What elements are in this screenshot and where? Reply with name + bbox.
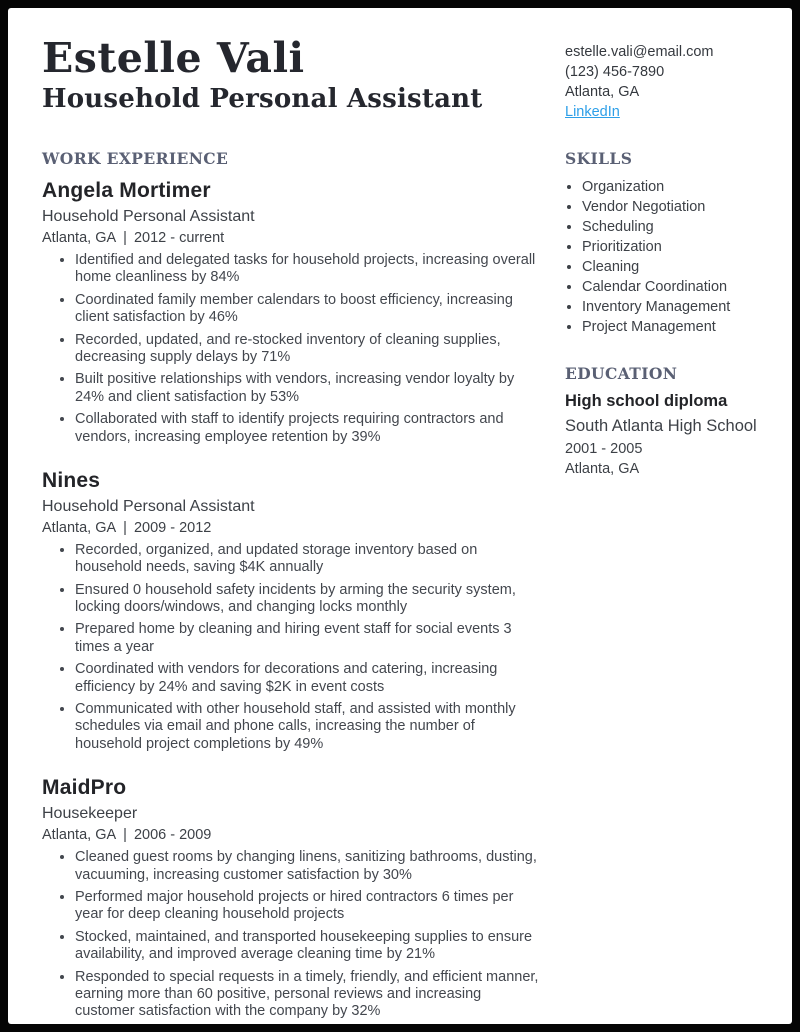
sidebar-column [542,149,762,1024]
identity-block [42,36,542,122]
job-entry [42,776,542,1021]
skill-item: • Scheduling [582,217,762,237]
job-meta [42,520,542,536]
education-dates: 2001 - 2005 [565,441,643,458]
job-bullet: • Recorded, organized, and updated storage inventory based on household needs, saving $4K annually [75,542,542,577]
job-bullet: • Recorded, updated, and re-stocked inventory of cleaning supplies, decreasing supply delays by 71% [75,332,542,367]
job-location: Atlanta, GA [42,230,117,246]
skill-item: • Inventory Management [582,297,762,317]
contact-block [542,36,762,122]
job-role: Household Personal Assistant [42,208,255,225]
job-bullet-list [42,542,542,753]
job-dates: 2012 - current [133,230,225,246]
skills-list [565,177,762,337]
skill-item: • Calendar Coordination [582,277,762,297]
person-name: Estelle Vali [42,34,305,82]
job-entry [42,179,542,446]
education-degree: High school diploma [565,392,728,410]
job-bullet: • Stocked, maintained, and transported housekeeping supplies to ensure availability, and improved average cleaning time by 21% [75,929,542,964]
job-bullet: • Coordinated with vendors for decorations and catering, increasing efficiency by 24% and saving $2K in event costs [75,661,542,696]
skill-item: • Cleaning [582,257,762,277]
education-school: South Atlanta High School [565,417,757,435]
linkedin-link[interactable]: LinkedIn [565,104,620,120]
job-location: Atlanta, GA [42,519,117,536]
job-meta [42,827,542,843]
job-bullet: • Communicated with other household staff, and assisted with monthly schedules via email and phone calls, increasing the number of household project completions by 49% [75,701,542,753]
content [42,149,762,1024]
job-location: Atlanta, GA [42,827,117,844]
job-dates: 2006 - 2009 [133,827,212,844]
skill-item: • Project Management [582,317,762,337]
job-dates: 2009 - 2012 [133,519,212,536]
contact-location: Atlanta, GA [565,84,640,100]
work-experience-heading: WORK EXPERIENCE [42,149,229,168]
job-bullet: • Built positive relationships with vendors, increasing vendor loyalty by 24% and client satisfaction by 53% [75,371,542,406]
job-bullet: • Coordinated family member calendars to boost efficiency, increasing client satisfaction by 46% [75,292,542,327]
meta-separator: | [123,519,127,536]
job-bullet: • Cleaned guest rooms by changing linens, sanitizing bathrooms, dusting, vacuuming, increasing customer satisfaction by 30% [75,849,542,884]
company-name: Nines [42,468,101,492]
resume-page [8,8,792,1024]
skills-section [565,149,762,337]
skills-heading: SKILLS [565,149,633,168]
company-name: MaidPro [42,776,127,800]
meta-separator: | [123,230,127,246]
contact-phone: (123) 456-7890 [565,64,665,80]
header [42,36,762,122]
job-bullet: • Ensured 0 household safety incidents by arming the security system, locking doors/windows, and changing locks monthly [75,582,542,617]
skill-item: • Organization [582,177,762,197]
education-heading: EDUCATION [565,364,678,383]
skill-item: • Prioritization [582,237,762,257]
skill-item: • Vendor Negotiation [582,197,762,217]
job-meta [42,230,542,246]
education-section [565,364,762,477]
job-bullet-list [42,252,542,446]
job-bullet: • Performed major household projects or hired contractors 6 times per year for deep cleaning household projects [75,889,542,924]
job-role: Household Personal Assistant [42,497,255,515]
job-bullet: • Collaborated with staff to identify projects requiring contractors and vendors, increasing employee retention by 39% [75,411,542,446]
work-experience-section [42,149,542,1024]
person-title: Household Personal Assistant [42,83,483,114]
contact-email: estelle.vali@email.com [565,44,714,60]
job-bullet: • Responded to special requests in a timely, friendly, and efficient manner, earning more than 60 positive, personal reviews and increasing customer satisfaction with the company by 32% [75,969,542,1021]
meta-separator: | [123,827,127,844]
job-role: Housekeeper [42,805,138,823]
job-bullet: • Prepared home by cleaning and hiring event staff for social events 3 times a year [75,621,542,656]
company-name: Angela Mortimer [42,179,211,202]
education-location: Atlanta, GA [565,461,640,478]
job-bullet-list [42,849,542,1021]
job-entry [42,469,542,753]
job-bullet: • Identified and delegated tasks for household projects, increasing overall home cleanliness by 84% [75,252,542,287]
